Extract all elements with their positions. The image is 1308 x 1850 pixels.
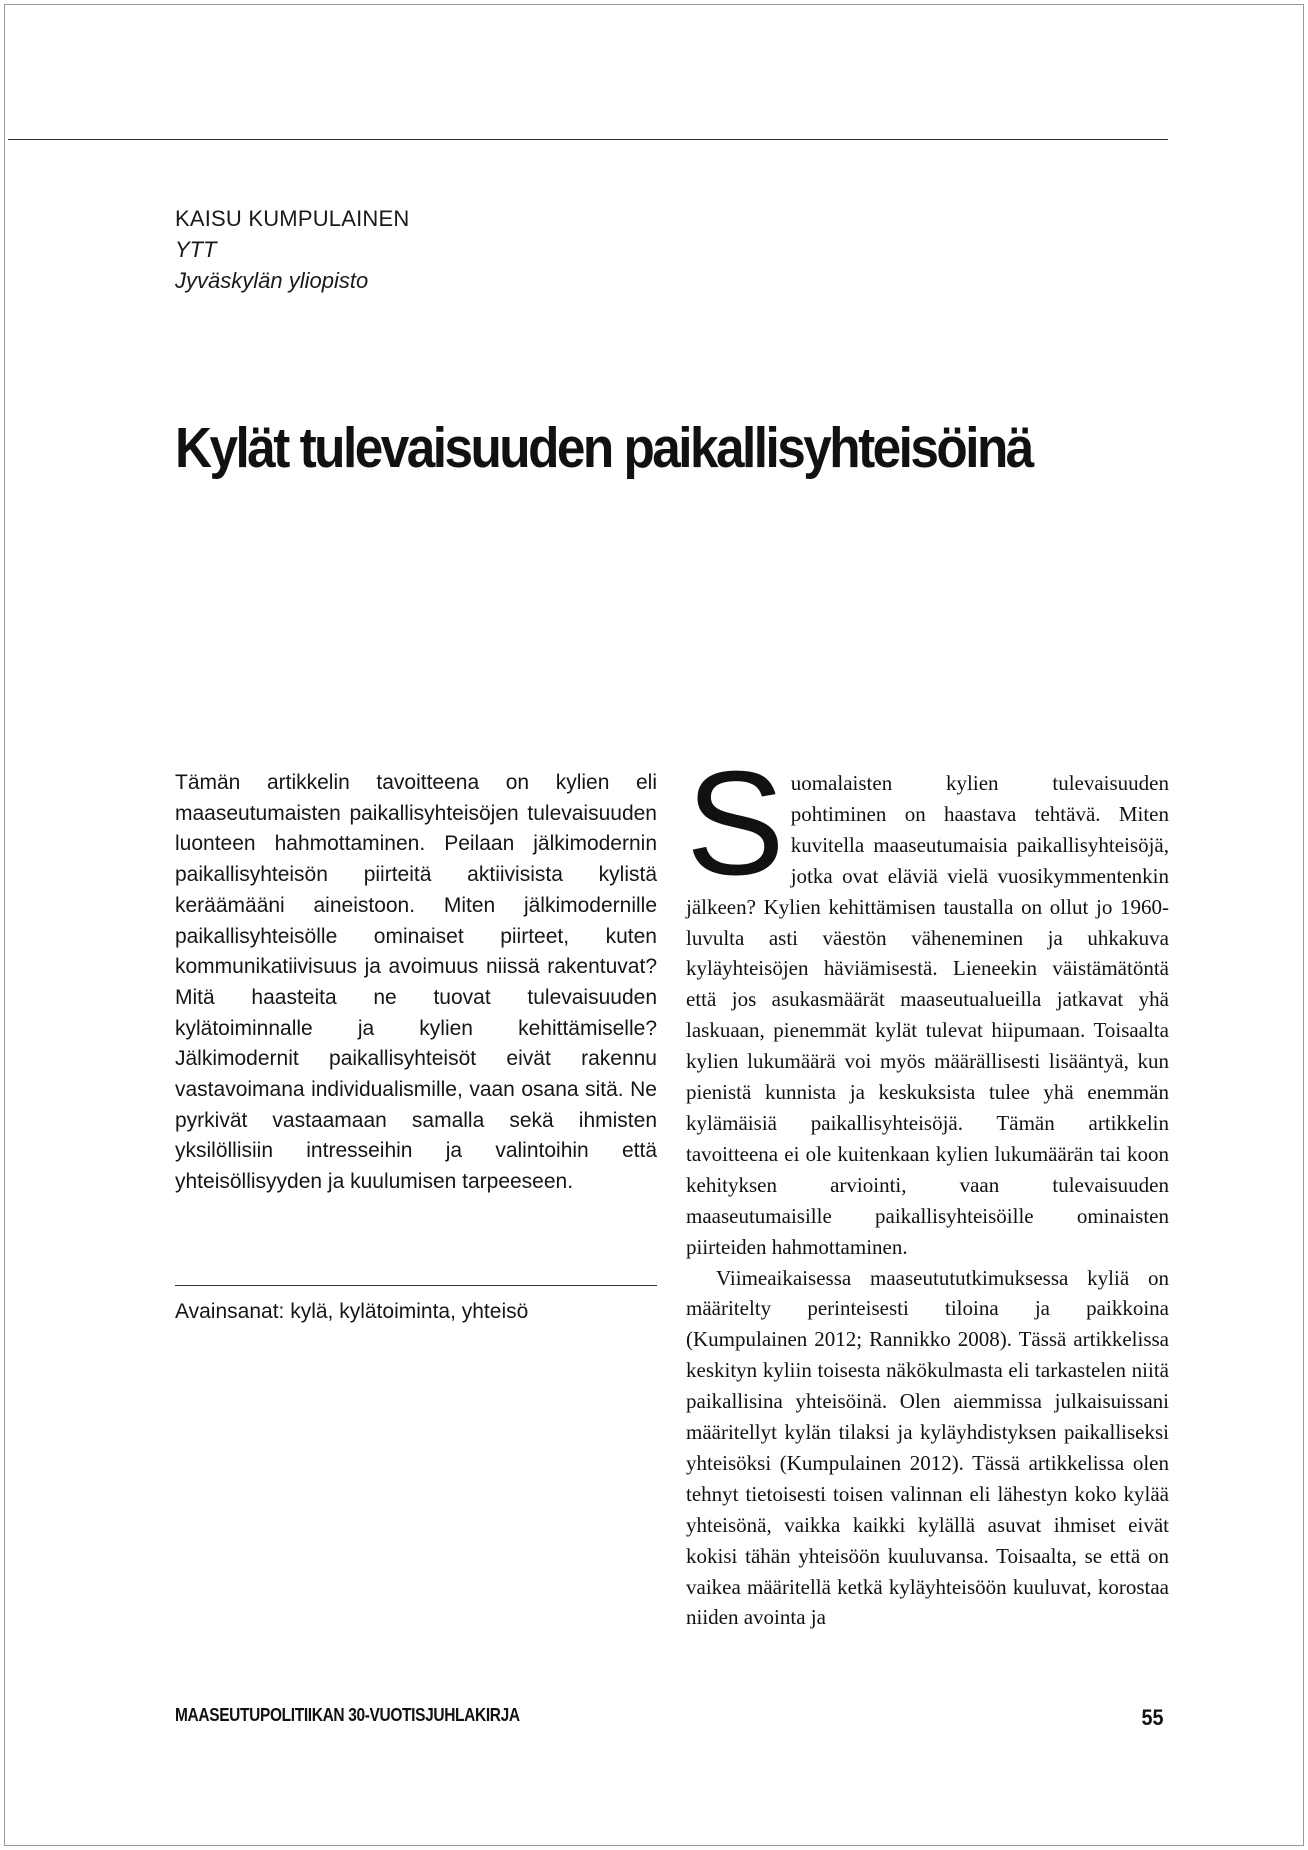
article-title: Kylät tulevaisuuden paikallisyhteisöinä [175, 416, 1032, 480]
abstract-divider [175, 1285, 657, 1286]
author-name: KAISU KUMPULAINEN [175, 206, 410, 231]
body-paragraph-2: Viimeaikaisessa maaseutututkimuksessa kyliä on määritelty perinteisesti tiloina ja paikkoina (Kumpulainen 2012; Rannikko 2008). Tässä artikkelissa keskityn kyliin toisesta näkökulmasta eli tarkastelen niitä paikallisina yhteisöinä. Olen aiemmissa julkaisuissani määritellyt kylän tilaksi ja kyläyhdistyksen paikalliseksi yhteisöksi (Kumpulainen 2012). Tässä artikkelissa olen tehnyt tietoisesti toisen valinnan eli lähestyn koko kylää yhteisönä, vaikka kaikki kylällä asuvat ihmiset eivät kokisi tähän yhteisöön kuuluvansa. Toisaalta, se että on vaikea määritellä ketkä kyläyhteisöön kuuluvat, korostaa niiden avointa ja [686, 1265, 1169, 1630]
body-paragraph-1-text: uomalaisten kylien tulevaisuuden pohtiminen on haastava tehtävä. Miten kuvitella maaseutumaisia paikallisyhteisöjä, jotka ovat eläviä vielä vuosikymmentenkin jälkeen? Kylien kehittämisen taustalla on ollut jo 1960-luvulta asti väestön väheneminen ja uhkakuva kyläyhteisöjen häviämisestä. Lieneekin väistämätöntä että jos asukasmäärät maaseutualueilla jatkavat yhä laskuaan, pienemmät kylät tulevat hiipumaan. Toisaalta kylien lukumäärä voi myös määrällisesti lisääntyä, kun pienistä kunnista ja keskuksista tulee yhä enemmän kylämäisiä paikallisyhteisöjä. Tämän artikkelin tavoitteena ei ole kuitenkaan kylien lukumäärän tai koon kehityksen arviointi, vaan tulevaisuuden maaseutumaisille paikallisyhteisöille ominaisten piirteiden hahmottaminen. [686, 771, 1169, 1259]
page-number: 55 [1140, 1705, 1163, 1730]
body-text [686, 741, 1169, 1633]
author-degree: YTT [175, 237, 217, 262]
body-paragraph-1 [686, 741, 1169, 1263]
keywords: Avainsanat: kylä, kylätoiminta, yhteisö [175, 1300, 529, 1323]
header-rule [8, 139, 1168, 140]
document-page [4, 4, 1304, 1846]
abstract: Tämän artikkelin tavoitteena on kylien eli maaseutumaisten paikallisyhteisöjen tulevaisuuden luonteen hahmottaminen. Peilaan jälkimodernin paikallisyhteisön piirteitä aktiivisista kylistä keräämääni aineistoon. Miten jälkimodernille paikallisyhteisölle ominaiset piirteet, kuten kommunikatiivisuus ja avoimuus niissä rakentuvat? Mitä haasteita ne tuovat tulevaisuuden kylätoiminnalle ja kylien kehittämiselle? Jälkimodernit paikallisyhteisöt eivät rakennu vastavoimana individualismille, vaan osana sitä. Ne pyrkivät vastaamaan samalla sekä ihmisten yksilöllisiin intresseihin ja valintoihin että yhteisöllisyyden ja kuulumisen tarpeeseen. [175, 771, 657, 1194]
author-block [175, 203, 409, 296]
drop-cap: S [686, 741, 783, 906]
footer-publication: MAASEUTUPOLITIIKAN 30-VUOTISJUHLAKIRJA [175, 1705, 520, 1725]
author-affiliation: Jyväskylän yliopisto [175, 268, 369, 293]
